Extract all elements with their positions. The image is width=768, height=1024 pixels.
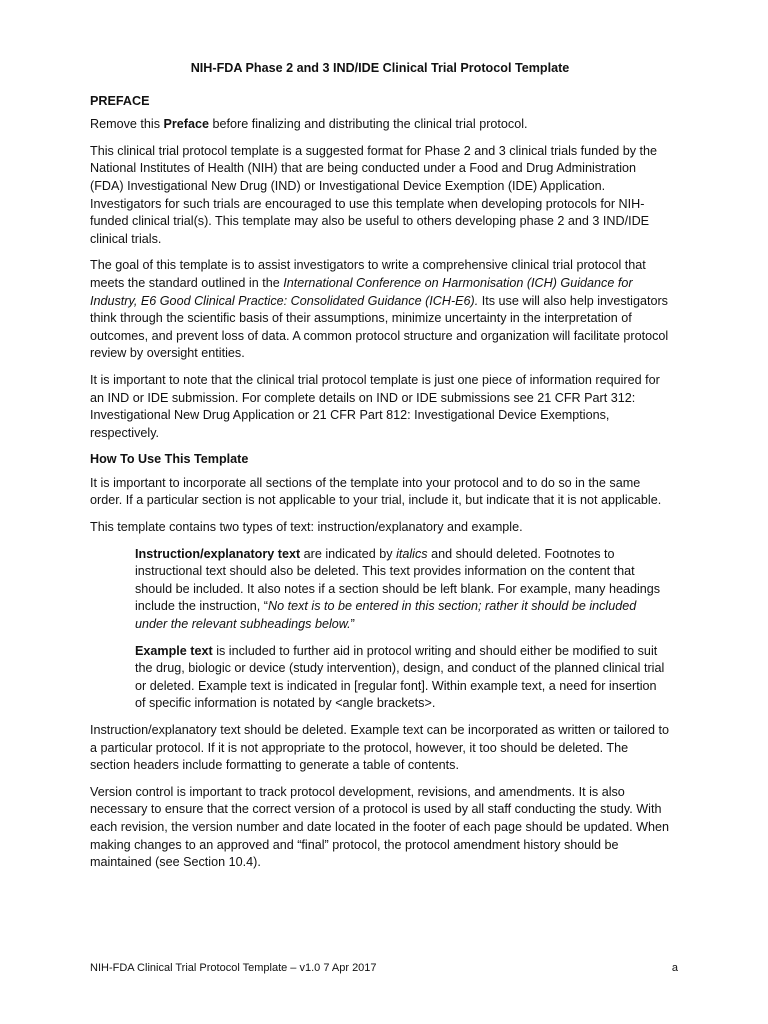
- how-to-heading: How To Use This Template: [90, 452, 249, 467]
- document-body: [90, 60, 670, 881]
- footer-page-number: a: [671, 962, 678, 974]
- footer-version-text: NIH-FDA Clinical Trial Protocol Template – v1.0 7 Apr 2017: [90, 962, 377, 974]
- preface-paragraph-3: It is important to note that the clinical trial protocol template is just one piece of information required for an IND or IDE submission. For complete details on IND or IDE submissions see 21 CFR Part 312: Investigational New Drug Application or 21 CFR Part 812: Investigational Device Exemptions, respectively.: [90, 372, 660, 440]
- preface-paragraph-1: This clinical trial protocol template is a suggested format for Phase 2 and 3 clinical trials funded by the National Institutes of Health (NIH) that are being conducted under a Food and Drug Administration (FDA) Investigational New Drug (IND) or Investigational Device Exemption (IDE) Application. Investigators for such trials are encouraged to use this template when developing protocols for NIH-funded clinical trial(s). This template may also be useful to others developing phase 2 and 3 IND/IDE clinical trials.: [90, 143, 658, 246]
- preface-heading: PREFACE: [90, 93, 150, 108]
- how-to-paragraph-4: Version control is important to track protocol development, revisions, and amendments. It is also necessary to ensure that the correct version of a protocol is used by all staff conducting the study. With each revision, the version number and date located in the footer of each page should be updated. When making changes to an approved and “final” protocol, the protocol amendment history should be maintained (see Section 10.4).: [90, 784, 670, 870]
- how-to-paragraph-1: It is important to incorporate all sections of the template into your protocol and to do so in the same order. If a particular section is not applicable to your trial, include it, but indicate that it is not applicable.: [90, 475, 662, 508]
- document-title: NIH-FDA Phase 2 and 3 IND/IDE Clinical Trial Protocol Template: [190, 61, 570, 75]
- preface-remove-note: Remove this Preface before finalizing and distributing the clinical trial protocol.: [90, 117, 528, 132]
- page-footer: [90, 961, 678, 975]
- how-to-paragraph-2: This template contains two types of text: instruction/explanatory and example.: [90, 520, 523, 535]
- instruction-text-description: Instruction/explanatory text are indicated by italics and should deleted. Footnotes to instructional text should also be deleted. This text provides information on the content that should be included. It also notes if a section should be left blank. For example, many headings include the instruction, “No text is to be entered in this section; rather it should be included under the relevant subheadings below.”: [135, 546, 661, 632]
- how-to-paragraph-3: Instruction/explanatory text should be deleted. Example text can be incorporated as written or tailored to a particular protocol. If it is not appropriate to the protocol, however, it too should be deleted. The section headers include formatting to generate a table of contents.: [90, 723, 669, 773]
- example-text-description: Example text is included to further aid in protocol writing and should either be modified to suit the drug, biologic or device (study intervention), design, and conduct of the planned clinical trial or deleted. Example text is indicated in [regular font]. Within example text, a need for insertion of specific information is notated by <angle brackets>.: [135, 643, 665, 711]
- preface-paragraph-2: The goal of this template is to assist investigators to write a comprehensive clinical trial protocol that meets the standard outlined in the International Conference on Harmonisation (ICH) Guidance for Industry, E6 Good Clinical Practice: Consolidated Guidance (ICH-E6). Its use will also help investigators think through the scientific basis of their assumptions, minimize uncertainty in the interpretation of outcomes, and prevent loss of data. A common protocol structure and organization will facilitate protocol review by oversight entities.: [90, 258, 669, 361]
